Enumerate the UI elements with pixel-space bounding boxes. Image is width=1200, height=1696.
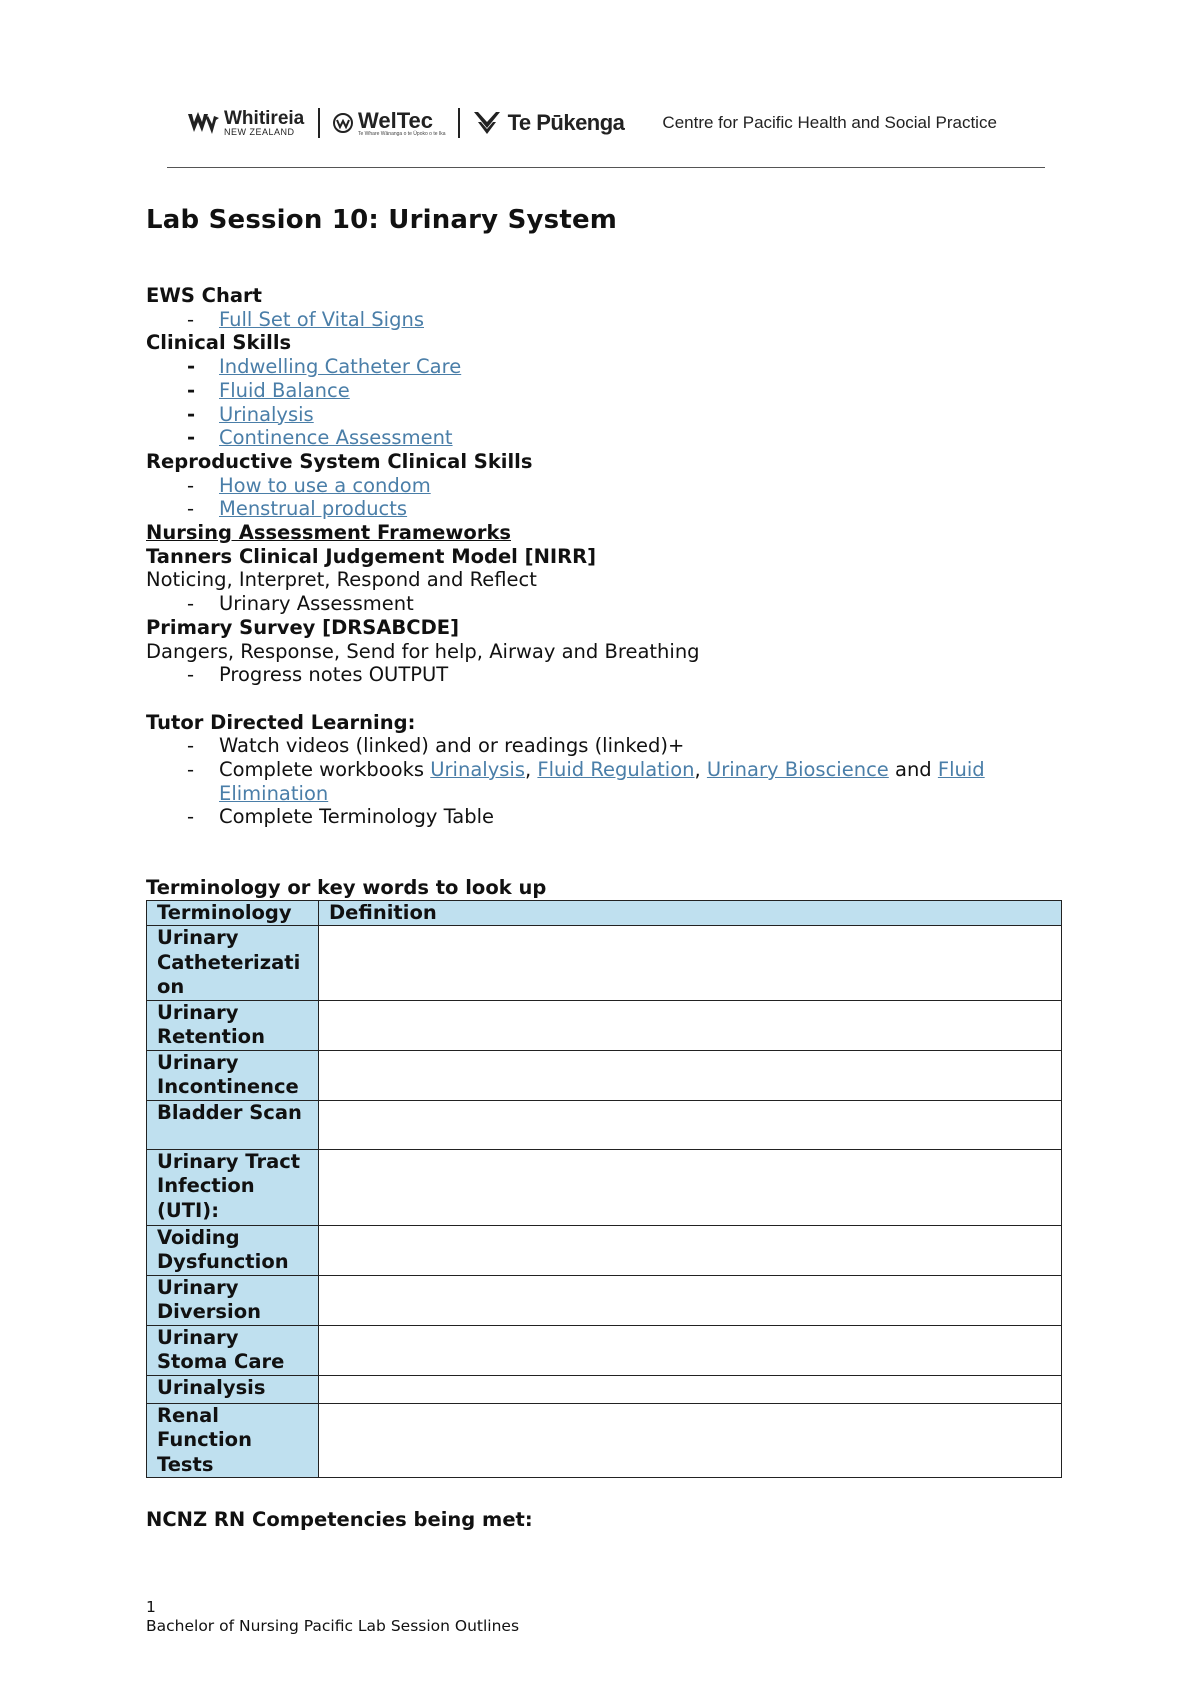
definition-cell[interactable] xyxy=(319,1050,1062,1100)
term-cell: Renal Function Tests xyxy=(147,1403,319,1478)
table-row xyxy=(147,1000,1062,1050)
link-catheter-care[interactable]: Indwelling Catheter Care xyxy=(219,355,462,379)
tanner-item: Urinary Assessment xyxy=(219,592,414,616)
link-fluid-balance[interactable]: Fluid Balance xyxy=(219,378,350,402)
term-cell: Urinary Retention xyxy=(147,1000,319,1050)
list-item: - Indwelling Catheter Care xyxy=(187,355,462,379)
tepukenga-name: Te Pūkenga xyxy=(507,110,625,135)
page-title: Lab Session 10: Urinary System xyxy=(146,205,618,235)
primary-heading: Primary Survey [DRSABCDE] xyxy=(146,615,460,639)
definition-cell[interactable] xyxy=(319,1403,1062,1478)
page-header xyxy=(186,102,1006,144)
link-workbook-fluid-regulation[interactable]: Fluid Regulation xyxy=(537,758,695,782)
list-item: - Complete Terminology Table xyxy=(187,805,495,829)
list-item: - Watch videos (linked) and or readings (linked)+ xyxy=(187,734,685,758)
terminology-table xyxy=(146,900,1062,1479)
document-body xyxy=(146,200,1066,1532)
tdl-item-workbooks xyxy=(219,758,985,782)
definition-cell[interactable] xyxy=(319,1100,1062,1149)
table-row xyxy=(147,1275,1062,1325)
link-workbook-urinalysis[interactable]: Urinalysis xyxy=(430,758,525,782)
link-condom[interactable]: How to use a condom xyxy=(219,473,431,497)
primary-item: Progress notes OUTPUT xyxy=(219,663,449,687)
table-row xyxy=(147,1225,1062,1275)
definition-cell[interactable] xyxy=(319,1325,1062,1375)
link-menstrual-products[interactable]: Menstrual products xyxy=(219,497,408,521)
term-cell: Urinary Diversion xyxy=(147,1275,319,1325)
clinical-heading: Clinical Skills xyxy=(146,331,292,355)
whitireia-name: Whitireia xyxy=(224,108,305,129)
definition-cell[interactable] xyxy=(319,926,1062,1001)
whitireia-logo xyxy=(186,108,306,138)
column-header-terminology: Terminology xyxy=(147,900,319,926)
footer-text: Bachelor of Nursing Pacific Lab Session Outlines xyxy=(146,1617,520,1635)
list-item: - Fluid Balance xyxy=(187,378,350,402)
tdl-item-videos: Watch videos (linked) and or readings (linked)+ xyxy=(219,734,685,758)
term-cell: Urinary Catheterizati on xyxy=(147,926,319,1001)
table-row xyxy=(147,1100,1062,1149)
header-rule xyxy=(167,167,1045,168)
list-item-continuation xyxy=(146,782,1066,806)
terminology-heading: Terminology or key words to look up xyxy=(146,876,547,900)
table-row xyxy=(147,1050,1062,1100)
weltec-tagline: Te Whare Wānanga o te Ūpoko o te Ika xyxy=(358,130,446,137)
weltec-mark-icon xyxy=(332,111,354,135)
comma: , xyxy=(524,758,538,782)
comma: , xyxy=(694,758,707,782)
link-vital-signs[interactable]: Full Set of Vital Signs xyxy=(219,307,424,331)
table-row xyxy=(147,1375,1062,1403)
weltec-name: WelTec xyxy=(358,107,433,133)
list-item: - Urinalysis xyxy=(187,402,314,426)
list-item: - Continence Assessment xyxy=(187,426,453,450)
primary-text: Dangers, Response, Send for help, Airway and Breathing xyxy=(146,639,700,663)
logo-divider xyxy=(458,108,460,138)
table-row xyxy=(147,926,1062,1001)
page-number: 1 xyxy=(146,1598,156,1616)
link-workbook-fluid-elimination[interactable]: Fluid xyxy=(937,758,985,782)
centre-name: Centre for Pacific Health and Social Practice xyxy=(662,113,997,132)
definition-cell[interactable] xyxy=(319,1275,1062,1325)
term-cell: Urinalysis xyxy=(147,1375,319,1403)
and-text: and xyxy=(888,758,938,782)
definition-cell[interactable] xyxy=(319,1225,1062,1275)
definition-cell[interactable] xyxy=(319,1149,1062,1225)
ews-heading: EWS Chart xyxy=(146,284,262,307)
definition-cell[interactable] xyxy=(319,1000,1062,1050)
list-item: - Urinary Assessment xyxy=(187,592,414,616)
whitireia-subname: NEW ZEALAND xyxy=(224,127,295,137)
logo-divider xyxy=(318,108,320,138)
list-item: - How to use a condom xyxy=(187,473,431,497)
tanner-text: Noticing, Interpret, Respond and Reflect xyxy=(146,568,537,592)
list-item: - Progress notes OUTPUT xyxy=(187,663,449,687)
link-urinalysis[interactable]: Urinalysis xyxy=(219,402,314,426)
tanner-heading: Tanners Clinical Judgement Model [NIRR] xyxy=(146,544,597,568)
frameworks-heading: Nursing Assessment Frameworks xyxy=(146,521,512,545)
link-workbook-fluid-elimination-cont[interactable]: Elimination xyxy=(219,781,329,805)
tdl-heading: Tutor Directed Learning: xyxy=(146,710,416,734)
list-item: - Complete workbooks Urinalysis, Fluid Regulation, Urinary Bioscience and Fluid xyxy=(187,758,985,782)
term-cell: Urinary Incontinence xyxy=(147,1050,319,1100)
repro-heading: Reproductive System Clinical Skills xyxy=(146,449,533,473)
weltec-logo xyxy=(332,107,446,137)
term-cell: Bladder Scan xyxy=(147,1100,319,1149)
term-cell: Urinary Stoma Care xyxy=(147,1325,319,1375)
table-row xyxy=(147,1325,1062,1375)
table-header-row xyxy=(147,900,1062,926)
link-continence-assessment[interactable]: Continence Assessment xyxy=(219,426,453,450)
tepukenga-mark-icon xyxy=(472,108,502,138)
table-row xyxy=(147,1149,1062,1225)
workbooks-prefix: Complete workbooks xyxy=(219,758,431,782)
term-cell: Urinary Tract Infection (UTI): xyxy=(147,1149,319,1225)
list-item: - Menstrual products xyxy=(187,497,408,521)
tdl-item-terminology: Complete Terminology Table xyxy=(219,805,495,829)
tepukenga-logo xyxy=(472,108,625,138)
column-header-definition: Definition xyxy=(319,900,1062,926)
page-footer xyxy=(146,1598,519,1636)
term-cell: Voiding Dysfunction xyxy=(147,1225,319,1275)
whitireia-mark-icon xyxy=(186,108,220,138)
definition-cell[interactable] xyxy=(319,1375,1062,1403)
link-workbook-urinary-bioscience[interactable]: Urinary Bioscience xyxy=(706,758,889,782)
list-item: - Full Set of Vital Signs xyxy=(187,307,424,331)
table-row xyxy=(147,1403,1062,1478)
competencies-heading: NCNZ RN Competencies being met: xyxy=(146,1508,533,1532)
